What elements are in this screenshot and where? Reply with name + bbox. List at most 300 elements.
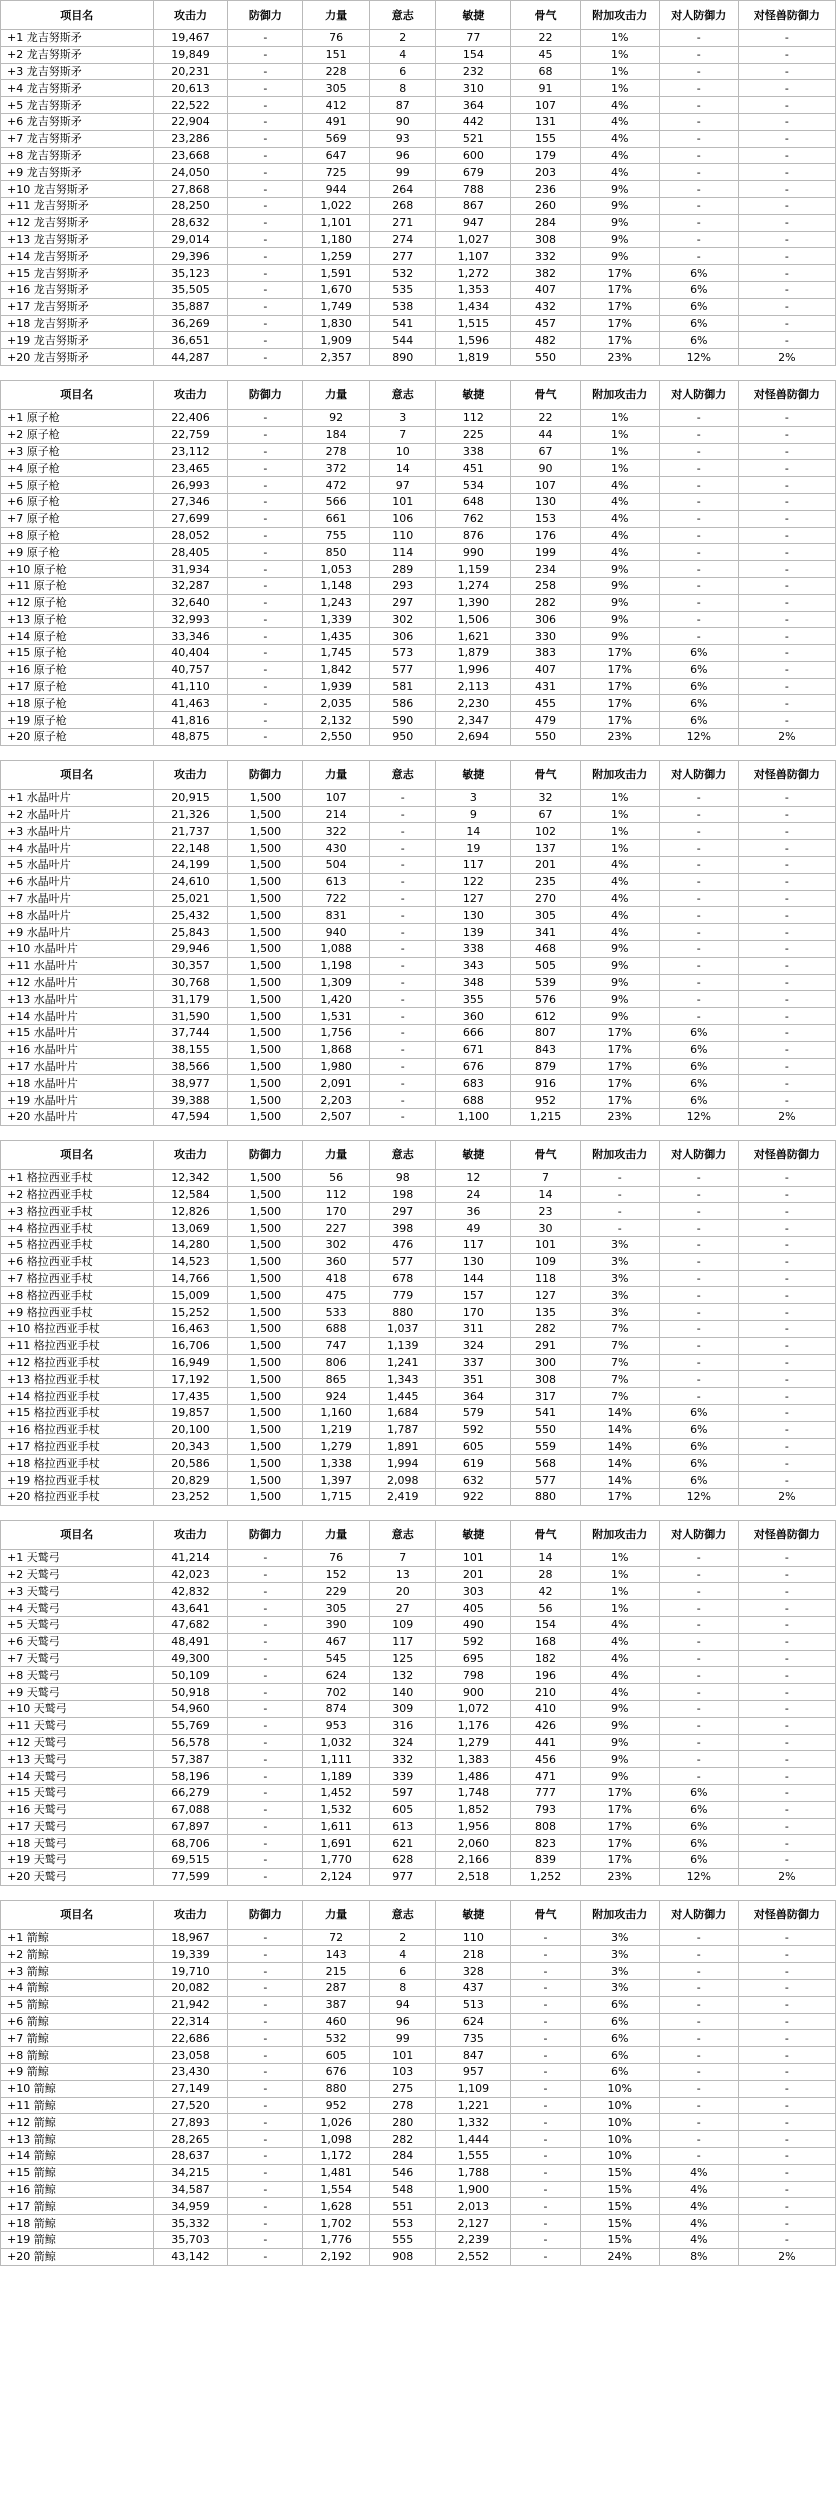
stat-cell: - <box>228 1835 303 1852</box>
stat-cell: 328 <box>436 1963 511 1980</box>
stat-cell: 546 <box>369 2164 436 2181</box>
stat-cell: 7% <box>580 1388 659 1405</box>
stat-cell: 442 <box>436 113 511 130</box>
stat-cell: 1,500 <box>228 1371 303 1388</box>
stat-cell: 92 <box>303 409 370 426</box>
table-row <box>1 2131 836 2148</box>
column-header: 项目名 <box>1 1520 154 1549</box>
item-name-cell: +4 龙吉努斯矛 <box>1 80 154 97</box>
table-row <box>1 823 836 840</box>
stat-cell: 1,500 <box>228 924 303 941</box>
item-name-cell: +20 原子枪 <box>1 729 154 746</box>
column-header: 敏捷 <box>436 1520 511 1549</box>
stat-cell: - <box>738 2148 835 2165</box>
column-header: 防御力 <box>228 1140 303 1169</box>
table-row <box>1 1616 836 1633</box>
stat-cell: 1,243 <box>303 594 370 611</box>
stat-cell: 17% <box>580 298 659 315</box>
item-name-cell: +15 原子枪 <box>1 645 154 662</box>
stat-cell: 455 <box>511 695 580 712</box>
stat-cell: - <box>659 1633 738 1650</box>
stat-cell: 1,684 <box>369 1404 436 1421</box>
stat-cell: 4% <box>580 857 659 874</box>
stat-cell: - <box>738 1980 835 1997</box>
table-row <box>1 2215 836 2232</box>
stat-cell: - <box>659 147 738 164</box>
table-row <box>1 1186 836 1203</box>
stat-cell: 695 <box>436 1650 511 1667</box>
stat-cell: 1,500 <box>228 1186 303 1203</box>
stat-cell: 106 <box>369 510 436 527</box>
stat-cell: 550 <box>511 729 580 746</box>
item-name-cell: +6 龙吉努斯矛 <box>1 113 154 130</box>
item-name-cell: +2 格拉西亚手杖 <box>1 1186 154 1203</box>
stat-cell: 1,500 <box>228 1287 303 1304</box>
table-row <box>1 873 836 890</box>
stat-cell: 1% <box>580 840 659 857</box>
stat-cell: - <box>738 1304 835 1321</box>
stat-cell: 9% <box>580 1768 659 1785</box>
stat-cell: 1,909 <box>303 332 370 349</box>
column-header: 力量 <box>303 1 370 30</box>
stat-cell: 1,715 <box>303 1488 370 1505</box>
stat-cell: 2,127 <box>436 2215 511 2232</box>
stat-cell: 303 <box>436 1583 511 1600</box>
stat-cell: 42,023 <box>153 1566 228 1583</box>
stat-cell: 2 <box>369 1929 436 1946</box>
stat-cell: 9% <box>580 1700 659 1717</box>
stat-cell: - <box>738 1270 835 1287</box>
stat-cell: 10 <box>369 443 436 460</box>
stat-cell: 15,252 <box>153 1304 228 1321</box>
item-name-cell: +6 格拉西亚手杖 <box>1 1253 154 1270</box>
stats-table-section <box>0 0 836 366</box>
column-header: 对怪兽防御力 <box>738 1900 835 1929</box>
stat-cell: 532 <box>369 265 436 282</box>
stat-cell: 58,196 <box>153 1768 228 1785</box>
stat-cell: - <box>738 1237 835 1254</box>
stat-cell: 839 <box>511 1852 580 1869</box>
stat-cell: 282 <box>511 594 580 611</box>
stat-cell: - <box>659 907 738 924</box>
stat-cell: 1,274 <box>436 577 511 594</box>
table-row <box>1 2248 836 2265</box>
stat-cell: 3% <box>580 1287 659 1304</box>
stat-cell: 22 <box>511 30 580 47</box>
stat-cell: 1,026 <box>303 2114 370 2131</box>
stat-cell: 472 <box>303 477 370 494</box>
stat-cell: - <box>738 840 835 857</box>
stat-cell: 555 <box>369 2232 436 2249</box>
stat-cell: - <box>659 941 738 958</box>
stat-cell: 17% <box>580 1801 659 1818</box>
stat-cell: 20 <box>369 1583 436 1600</box>
stat-cell: 1,279 <box>436 1734 511 1751</box>
stat-cell: 56 <box>511 1600 580 1617</box>
item-name-cell: +18 箭鲸 <box>1 2215 154 2232</box>
stat-cell: 264 <box>369 181 436 198</box>
stat-cell: - <box>659 80 738 97</box>
column-header: 力量 <box>303 380 370 409</box>
stat-cell: 198 <box>369 1186 436 1203</box>
stat-cell: 426 <box>511 1717 580 1734</box>
stat-cell: 1,500 <box>228 1304 303 1321</box>
stat-cell: 14% <box>580 1455 659 1472</box>
stat-cell: 332 <box>511 248 580 265</box>
stat-cell: - <box>228 426 303 443</box>
stat-cell: 2,694 <box>436 729 511 746</box>
stat-cell: 36 <box>436 1203 511 1220</box>
stat-cell: - <box>659 991 738 1008</box>
stat-cell: - <box>738 1684 835 1701</box>
stat-cell: - <box>738 1388 835 1405</box>
stat-cell: 1,107 <box>436 248 511 265</box>
item-name-cell: +2 水晶叶片 <box>1 806 154 823</box>
stat-cell: 22 <box>511 409 580 426</box>
stat-cell: 1,515 <box>436 315 511 332</box>
stat-cell: - <box>659 1304 738 1321</box>
table-row <box>1 164 836 181</box>
stat-cell: - <box>228 2164 303 2181</box>
stat-cell: - <box>228 30 303 47</box>
stat-cell: - <box>511 2164 580 2181</box>
stat-cell: 30,357 <box>153 957 228 974</box>
stat-cell: 310 <box>436 80 511 97</box>
stat-cell: 16,706 <box>153 1337 228 1354</box>
stat-cell: 17% <box>580 678 659 695</box>
stat-cell: 17% <box>580 315 659 332</box>
stat-cell: 17% <box>580 265 659 282</box>
stat-cell: - <box>659 789 738 806</box>
stat-cell: 1,891 <box>369 1438 436 1455</box>
stat-cell: - <box>738 974 835 991</box>
stat-cell: 29,946 <box>153 941 228 958</box>
table-row <box>1 661 836 678</box>
table-row <box>1 2198 836 2215</box>
stat-cell: 20,082 <box>153 1980 228 1997</box>
stat-cell: - <box>738 2215 835 2232</box>
stat-cell: 20,343 <box>153 1438 228 1455</box>
column-header: 骨气 <box>511 380 580 409</box>
stat-cell: 1,500 <box>228 1041 303 1058</box>
stat-cell: 47,594 <box>153 1109 228 1126</box>
stats-table-section <box>0 1520 836 1886</box>
table-row <box>1 941 836 958</box>
stat-cell: 44,287 <box>153 349 228 366</box>
stat-cell: 143 <box>303 1946 370 1963</box>
item-name-cell: +9 水晶叶片 <box>1 924 154 941</box>
table-row <box>1 2114 836 2131</box>
stat-cell: 25,843 <box>153 924 228 941</box>
item-name-cell: +13 原子枪 <box>1 611 154 628</box>
stat-cell: - <box>228 577 303 594</box>
stat-cell: 19 <box>436 840 511 857</box>
stat-cell: 300 <box>511 1354 580 1371</box>
stat-cell: 1,452 <box>303 1784 370 1801</box>
stat-cell: 67 <box>511 806 580 823</box>
stat-cell: 6% <box>659 332 738 349</box>
stat-cell: 577 <box>369 1253 436 1270</box>
stat-cell: 9% <box>580 628 659 645</box>
stat-cell: 27,868 <box>153 181 228 198</box>
stat-cell: 4% <box>580 527 659 544</box>
stat-cell: 360 <box>303 1253 370 1270</box>
stat-cell: 17% <box>580 645 659 662</box>
table-row <box>1 974 836 991</box>
stat-cell: 14 <box>511 1549 580 1566</box>
stat-cell: - <box>228 1700 303 1717</box>
stat-cell: 4% <box>580 924 659 941</box>
stat-cell: 418 <box>303 1270 370 1287</box>
stat-cell: 628 <box>369 1852 436 1869</box>
stat-cell: - <box>738 890 835 907</box>
stat-cell: 535 <box>369 281 436 298</box>
stat-cell: - <box>580 1169 659 1186</box>
stat-cell: - <box>659 493 738 510</box>
stat-cell: 12,342 <box>153 1169 228 1186</box>
stat-cell: 850 <box>303 544 370 561</box>
item-name-cell: +10 箭鲸 <box>1 2080 154 2097</box>
stat-cell: 42 <box>511 1583 580 1600</box>
stat-cell: 1,383 <box>436 1751 511 1768</box>
stat-cell: 1,702 <box>303 2215 370 2232</box>
item-name-cell: +11 箭鲸 <box>1 2097 154 2114</box>
stat-cell: - <box>511 2013 580 2030</box>
stat-cell: 2,239 <box>436 2232 511 2249</box>
stat-cell: 1,339 <box>303 611 370 628</box>
item-name-cell: +8 天鹫弓 <box>1 1667 154 1684</box>
column-header: 骨气 <box>511 1 580 30</box>
stat-cell: 9% <box>580 594 659 611</box>
stat-cell: - <box>738 1025 835 1042</box>
stat-cell: - <box>738 443 835 460</box>
stat-cell: 823 <box>511 1835 580 1852</box>
stat-cell: 32,993 <box>153 611 228 628</box>
stat-cell: 152 <box>303 1566 370 1583</box>
stat-cell: 20,100 <box>153 1421 228 1438</box>
table-row <box>1 1287 836 1304</box>
item-name-cell: +9 原子枪 <box>1 544 154 561</box>
stat-cell: 605 <box>436 1438 511 1455</box>
item-name-cell: +1 箭鲸 <box>1 1929 154 1946</box>
stat-cell: 12% <box>659 1488 738 1505</box>
stat-cell: 101 <box>369 493 436 510</box>
table-header-row <box>1 1 836 30</box>
stat-cell: 1,390 <box>436 594 511 611</box>
stat-cell: 41,110 <box>153 678 228 695</box>
stat-cell: 27 <box>369 1600 436 1617</box>
table-row <box>1 1304 836 1321</box>
item-name-cell: +9 龙吉努斯矛 <box>1 164 154 181</box>
stat-cell: 6 <box>369 63 436 80</box>
item-name-cell: +12 水晶叶片 <box>1 974 154 991</box>
item-name-cell: +15 水晶叶片 <box>1 1025 154 1042</box>
stat-cell: 460 <box>303 2013 370 2030</box>
stat-cell: 1,500 <box>228 857 303 874</box>
table-row <box>1 1946 836 1963</box>
stat-cell: 6% <box>659 315 738 332</box>
stat-cell: 317 <box>511 1388 580 1405</box>
stat-cell: 647 <box>303 147 370 164</box>
item-name-cell: +19 箭鲸 <box>1 2232 154 2249</box>
table-row <box>1 2148 836 2165</box>
stat-cell: - <box>738 1371 835 1388</box>
stat-cell: 32,287 <box>153 577 228 594</box>
stat-cell: - <box>659 1371 738 1388</box>
stat-cell: 7 <box>369 1549 436 1566</box>
stat-cell: 1,879 <box>436 645 511 662</box>
stat-cell: 1,309 <box>303 974 370 991</box>
stat-cell: - <box>738 1472 835 1489</box>
stat-cell: 1,500 <box>228 1075 303 1092</box>
item-name-cell: +15 箭鲸 <box>1 2164 154 2181</box>
stat-cell: 42,832 <box>153 1583 228 1600</box>
stat-cell: - <box>228 527 303 544</box>
stat-cell: - <box>738 2097 835 2114</box>
stat-cell: 541 <box>511 1404 580 1421</box>
item-name-cell: +9 天鹫弓 <box>1 1684 154 1701</box>
stat-cell: 437 <box>436 1980 511 1997</box>
stat-cell: 1,500 <box>228 823 303 840</box>
stat-cell: 1,596 <box>436 332 511 349</box>
table-row <box>1 611 836 628</box>
stat-cell: 613 <box>303 873 370 890</box>
item-name-cell: +18 原子枪 <box>1 695 154 712</box>
column-header: 攻击力 <box>153 1520 228 1549</box>
stat-cell: 275 <box>369 2080 436 2097</box>
stat-cell: 203 <box>511 164 580 181</box>
stat-cell: 977 <box>369 1868 436 1885</box>
stat-cell: 1,500 <box>228 1253 303 1270</box>
stat-cell: 280 <box>369 2114 436 2131</box>
item-name-cell: +11 天鹫弓 <box>1 1717 154 1734</box>
table-row <box>1 1667 836 1684</box>
stat-cell: - <box>738 1751 835 1768</box>
stat-cell: 586 <box>369 695 436 712</box>
stat-cell: - <box>659 840 738 857</box>
stat-cell: - <box>659 248 738 265</box>
item-name-cell: +10 龙吉努斯矛 <box>1 181 154 198</box>
stat-cell: 34,215 <box>153 2164 228 2181</box>
stat-cell: - <box>659 873 738 890</box>
stat-cell: - <box>738 1041 835 1058</box>
stat-cell: - <box>659 1996 738 2013</box>
table-separator <box>0 1886 836 1900</box>
stat-cell: 457 <box>511 315 580 332</box>
stat-cell: - <box>228 1566 303 1583</box>
table-row <box>1 1472 836 1489</box>
stat-cell: 1,852 <box>436 1801 511 1818</box>
stat-cell: 278 <box>369 2097 436 2114</box>
stat-cell: 210 <box>511 1684 580 1701</box>
stat-cell: 235 <box>511 873 580 890</box>
item-name-cell: +17 天鹫弓 <box>1 1818 154 1835</box>
stats-table <box>0 1900 836 2266</box>
stat-cell: 297 <box>369 1203 436 1220</box>
column-header: 防御力 <box>228 760 303 789</box>
stat-cell: - <box>738 1092 835 1109</box>
stat-cell: 491 <box>303 113 370 130</box>
stat-cell: 550 <box>511 1421 580 1438</box>
stat-cell: 1,434 <box>436 298 511 315</box>
table-row <box>1 2030 836 2047</box>
stat-cell: 12,584 <box>153 1186 228 1203</box>
table-row <box>1 1421 836 1438</box>
column-header: 意志 <box>369 380 436 409</box>
stat-cell: 22,904 <box>153 113 228 130</box>
stat-cell: - <box>659 806 738 823</box>
stat-cell: 957 <box>436 2064 511 2081</box>
stat-cell: 1,037 <box>369 1320 436 1337</box>
stat-cell: - <box>738 1600 835 1617</box>
column-header: 意志 <box>369 1520 436 1549</box>
stat-cell: 1% <box>580 823 659 840</box>
stat-cell: - <box>228 2064 303 2081</box>
stat-cell: 6% <box>659 695 738 712</box>
stat-cell: 17% <box>580 712 659 729</box>
stat-cell: 22,759 <box>153 426 228 443</box>
stat-cell: 9% <box>580 231 659 248</box>
stat-cell: 309 <box>369 1700 436 1717</box>
stat-cell: 1% <box>580 426 659 443</box>
stat-cell: 153 <box>511 510 580 527</box>
item-name-cell: +6 水晶叶片 <box>1 873 154 890</box>
column-header: 防御力 <box>228 1900 303 1929</box>
stat-cell: 1,139 <box>369 1337 436 1354</box>
stat-cell: - <box>511 2148 580 2165</box>
stat-cell: 1,500 <box>228 1092 303 1109</box>
stat-cell: 17% <box>580 1784 659 1801</box>
table-row <box>1 1768 836 1785</box>
stat-cell: 2,357 <box>303 349 370 366</box>
table-row <box>1 1253 836 1270</box>
stat-cell: 1,180 <box>303 231 370 248</box>
stat-cell: 332 <box>369 1751 436 1768</box>
stat-cell: 27,520 <box>153 2097 228 2114</box>
table-row <box>1 181 836 198</box>
stat-cell: 14,766 <box>153 1270 228 1287</box>
stat-cell: 23,252 <box>153 1488 228 1505</box>
column-header: 对人防御力 <box>659 760 738 789</box>
stat-cell: - <box>659 1008 738 1025</box>
stat-cell: 1,481 <box>303 2164 370 2181</box>
stat-cell: - <box>738 477 835 494</box>
stat-cell: 1,787 <box>369 1421 436 1438</box>
stat-cell: - <box>659 1963 738 1980</box>
item-name-cell: +11 龙吉努斯矛 <box>1 197 154 214</box>
stat-cell: - <box>580 1203 659 1220</box>
stat-cell: 10% <box>580 2080 659 2097</box>
stat-cell: 57,387 <box>153 1751 228 1768</box>
stat-cell: 410 <box>511 1700 580 1717</box>
stat-cell: 284 <box>511 214 580 231</box>
stat-cell: 15% <box>580 2181 659 2198</box>
stat-cell: 311 <box>436 1320 511 1337</box>
stat-cell: 112 <box>436 409 511 426</box>
item-name-cell: +3 箭鲸 <box>1 1963 154 1980</box>
column-header: 骨气 <box>511 1900 580 1929</box>
stat-cell: 218 <box>436 1946 511 1963</box>
stat-cell: 3% <box>580 1929 659 1946</box>
stat-cell: - <box>659 1667 738 1684</box>
item-name-cell: +2 原子枪 <box>1 426 154 443</box>
stat-cell: 32 <box>511 789 580 806</box>
stat-cell: 27,893 <box>153 2114 228 2131</box>
column-header: 对怪兽防御力 <box>738 760 835 789</box>
stat-cell: 383 <box>511 645 580 662</box>
table-row <box>1 890 836 907</box>
table-row <box>1 30 836 47</box>
